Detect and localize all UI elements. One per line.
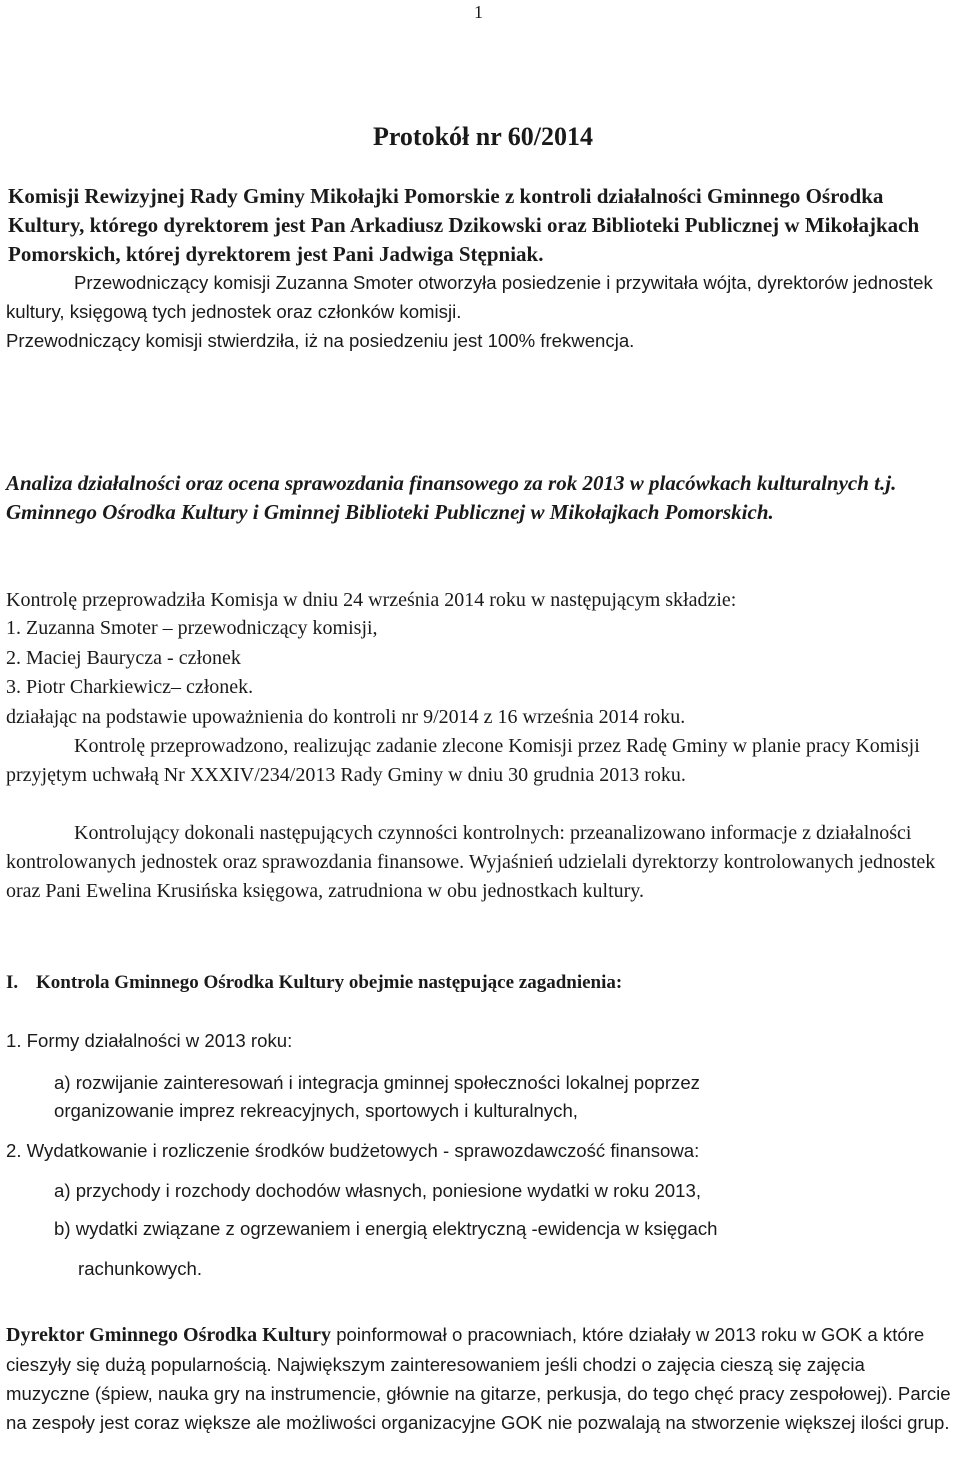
- attendance-text: Przewodniczący komisji stwierdziła, iż na posiedzeniu jest 100% frekwencja.: [6, 330, 635, 351]
- section-number: I.: [6, 972, 19, 993]
- control-paragraph: [6, 732, 952, 790]
- activities-paragraph: [6, 819, 952, 906]
- document-title: Protokół nr 60/2014: [372, 122, 594, 151]
- committee-intro: Kontrolę przeprowadziła Komisja w dniu 24 września 2014 roku w następującym składzie:: [6, 589, 737, 611]
- opening-text: Przewodniczący komisji Zuzanna Smoter otworzyła posiedzenie i przywitała wójta, dyrektorów jednostek kultury, księgową tych jednostek oraz członków komisji.: [6, 272, 933, 322]
- committee-member: 1. Zuzanna Smoter – przewodniczący komisji,: [6, 617, 378, 639]
- document-subtitle: Komisji Rewizyjnej Rady Gminy Mikołajki Pomorskie z kontroli działalności Gminnego Ośrodka Kultury, którego dyrektorem jest Pan Arkadiusz Dzikowski oraz Biblioteki Publicznej w Mikołajkach Pomorskich, której dyrektorem jest Pani Jadwiga Stępniak.: [8, 184, 920, 266]
- activities-text: Kontrolujący dokonali następujących czynności kontrolnych: przeanalizowano informacje z działalności kontrolowanych jednostek oraz sprawozdania finansowe. Wyjaśnień udzielali dyrektorzy kontrolowanych jednostek oraz Pani Ewelina Krusińska księgowa, zatrudniona w obu jednostkach kultury.: [6, 822, 936, 902]
- committee-member: 3. Piotr Charkiewicz– członek.: [6, 676, 254, 698]
- page-number: 1: [474, 2, 483, 22]
- section-subitem: b) wydatki związane z ogrzewaniem i energią elektryczną -ewidencja w księgach: [54, 1218, 718, 1239]
- section-title: Kontrola Gminnego Ośrodka Kultury obejmie następujące zagadnienia:: [36, 972, 623, 993]
- section-subitem: a) rozwijanie zainteresowań i integracja gminnej społeczności lokalnej poprzez: [54, 1072, 700, 1093]
- section-subitem-continued: rachunkowych.: [78, 1258, 203, 1279]
- control-text: Kontrolę przeprowadzono, realizując zadanie zlecone Komisji przez Radę Gminy w planie pracy Komisji przyjętym uchwałą Nr XXXIV/234/2013 Rady Gminy w dniu 30 grudnia 2013 roku.: [6, 735, 920, 786]
- section-item: 1. Formy działalności w 2013 roku:: [6, 1030, 293, 1051]
- authorization-text: działając na podstawie upoważnienia do kontroli nr 9/2014 z 16 września 2014 roku.: [6, 706, 686, 728]
- director-lead: Dyrektor Gminnego Ośrodka Kultury: [6, 1324, 332, 1346]
- committee-member: 2. Maciej Baurycza - członek: [6, 647, 241, 669]
- opening-paragraph: [6, 268, 952, 355]
- section-heading: [6, 972, 622, 994]
- section-item: 2. Wydatkowanie i rozliczenie środków budżetowych - sprawozdawczość finansowa:: [6, 1140, 700, 1161]
- section-subitem-continued: organizowanie imprez rekreacyjnych, sportowych i kulturalnych,: [54, 1100, 578, 1121]
- director-report: [6, 1320, 952, 1437]
- section-subitem: a) przychody i rozchody dochodów własnych, poniesione wydatki w roku 2013,: [54, 1180, 701, 1201]
- director-text: poinformował o pracowniach, które działały w 2013 roku w GOK a które cieszyły się dużą popularnością. Największym zainteresowaniem jeśli chodzi o zajęcia cieszą się zajęcia muzyczne (śpiew, nauka gry na instrumencie, głównie na gitarze, perkusja, do tego chęć pracy zespołowej). Parcie na zespoły jest coraz większe ale możliwości organizacyjne GOK nie pozwalają na stworzenie większej ilości grup.: [6, 1324, 951, 1433]
- agenda-heading: Analiza działalności oraz ocena sprawozdania finansowego za rok 2013 w placówkach kulturalnych t.j. Gminnego Ośrodka Kultury i Gminnej Biblioteki Publicznej w Mikołajkach Pomorskich.: [6, 471, 897, 524]
